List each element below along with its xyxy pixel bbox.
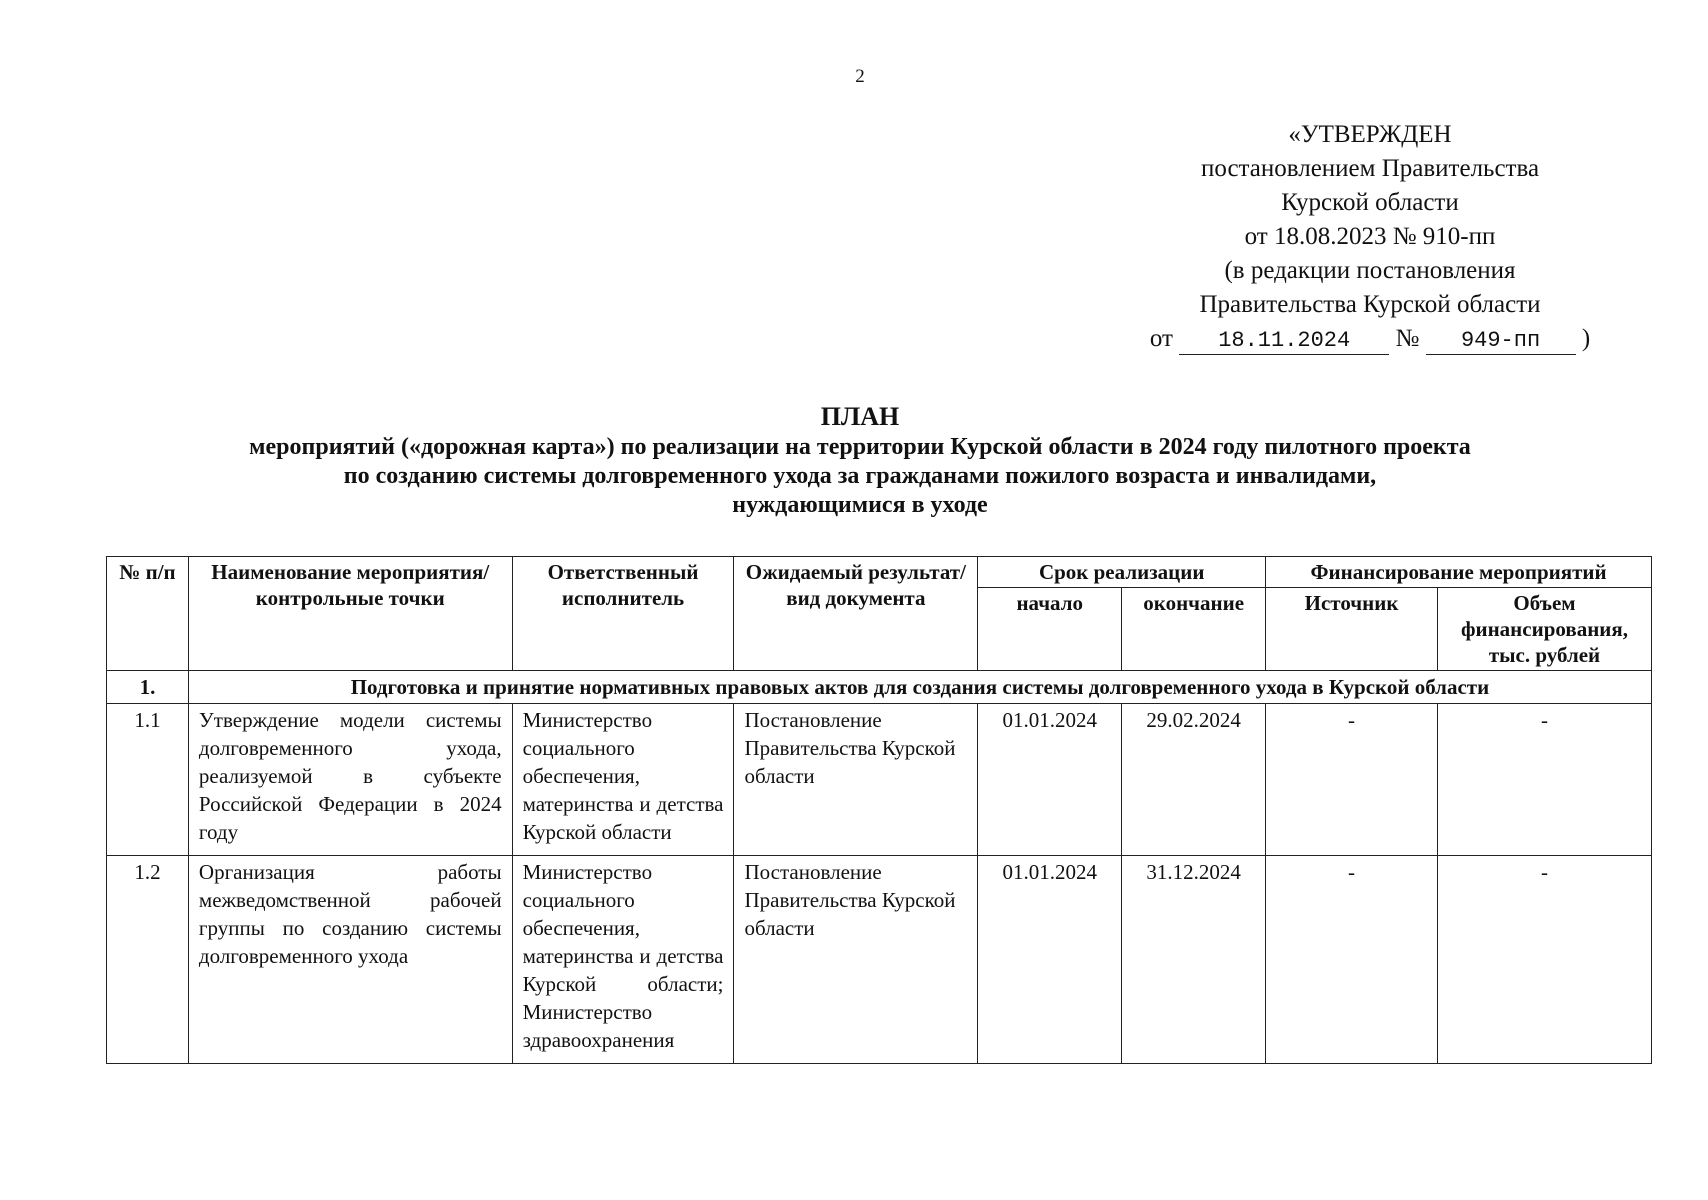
approval-line: «УТВЕРЖДЕН <box>1288 121 1452 148</box>
header-period: Срок реализации <box>978 557 1266 588</box>
section-title: Подготовка и принятие нормативных правовых актов для создания системы долговременного ухода в Курской области <box>188 671 1651 704</box>
header-executor: Ответственный исполнитель <box>512 557 734 671</box>
document-title <box>110 402 1610 520</box>
amendment-number: 949-пп <box>1426 328 1576 355</box>
page-number: 2 <box>855 66 865 87</box>
approval-date-line <box>1120 322 1620 356</box>
title-line: нуждающимися в уходе <box>732 492 988 518</box>
row-source: - <box>1266 704 1438 856</box>
header-financing: Финансирование мероприятий <box>1266 557 1652 588</box>
header-row <box>107 557 1652 588</box>
row-executor: Министерство социального обеспечения, материнства и детства Курской области <box>512 704 734 856</box>
row-end: 29.02.2024 <box>1122 704 1266 856</box>
row-source: - <box>1266 856 1438 1064</box>
header-num: № п/п <box>107 557 189 671</box>
row-name: Организация работы межведомственной рабочей группы по созданию системы долговременного ухода <box>188 856 512 1064</box>
header-start: начало <box>978 588 1122 671</box>
row-num: 1.1 <box>107 704 189 856</box>
approval-line: Правительства Курской области <box>1199 291 1541 318</box>
row-result: Постановление Правительства Курской области <box>734 856 978 1064</box>
header-end: окончание <box>1122 588 1266 671</box>
amendment-date: 18.11.2024 <box>1179 328 1389 355</box>
approval-line: от 18.08.2023 № 910-пп <box>1244 223 1496 250</box>
row-result: Постановление Правительства Курской области <box>734 704 978 856</box>
row-end: 31.12.2024 <box>1122 856 1266 1064</box>
title-line: по созданию системы долговременного ухода за гражданами пожилого возраста и инвалидами, <box>343 463 1377 489</box>
header-result: Ожидаемый результат/вид документа <box>734 557 978 671</box>
title-line: мероприятий («дорожная карта») по реализации на территории Курской области в 2024 году пилотного проекта <box>249 434 1471 460</box>
header-source: Источник <box>1266 588 1438 671</box>
approval-line: (в редакции постановления <box>1224 257 1516 284</box>
row-start: 01.01.2024 <box>978 704 1122 856</box>
closing-paren: ) <box>1581 325 1591 352</box>
table-row <box>107 856 1652 1064</box>
row-start: 01.01.2024 <box>978 856 1122 1064</box>
row-volume: - <box>1437 856 1651 1064</box>
from-label: от <box>1149 325 1173 352</box>
approval-stamp <box>1120 118 1620 356</box>
approval-line: постановлением Правительства <box>1200 155 1540 182</box>
approval-line: Курской области <box>1281 189 1459 216</box>
header-name: Наименование мероприятия/контрольные точки <box>188 557 512 671</box>
title-main: ПЛАН <box>820 402 900 431</box>
header-volume: Объем финансирования, тыс. рублей <box>1437 588 1651 671</box>
row-volume: - <box>1437 704 1651 856</box>
section-row <box>107 671 1652 704</box>
row-name: Утверждение модели системы долговременного ухода, реализуемой в субъекте Российской Федерации в 2024 году <box>188 704 512 856</box>
section-num: 1. <box>107 671 189 704</box>
row-executor: Министерство социального обеспечения, материнства и детства Курской области; Министерство здравоохранения <box>512 856 734 1064</box>
row-num: 1.2 <box>107 856 189 1064</box>
number-label: № <box>1395 325 1420 352</box>
plan-table <box>106 556 1652 1064</box>
table-row <box>107 704 1652 856</box>
